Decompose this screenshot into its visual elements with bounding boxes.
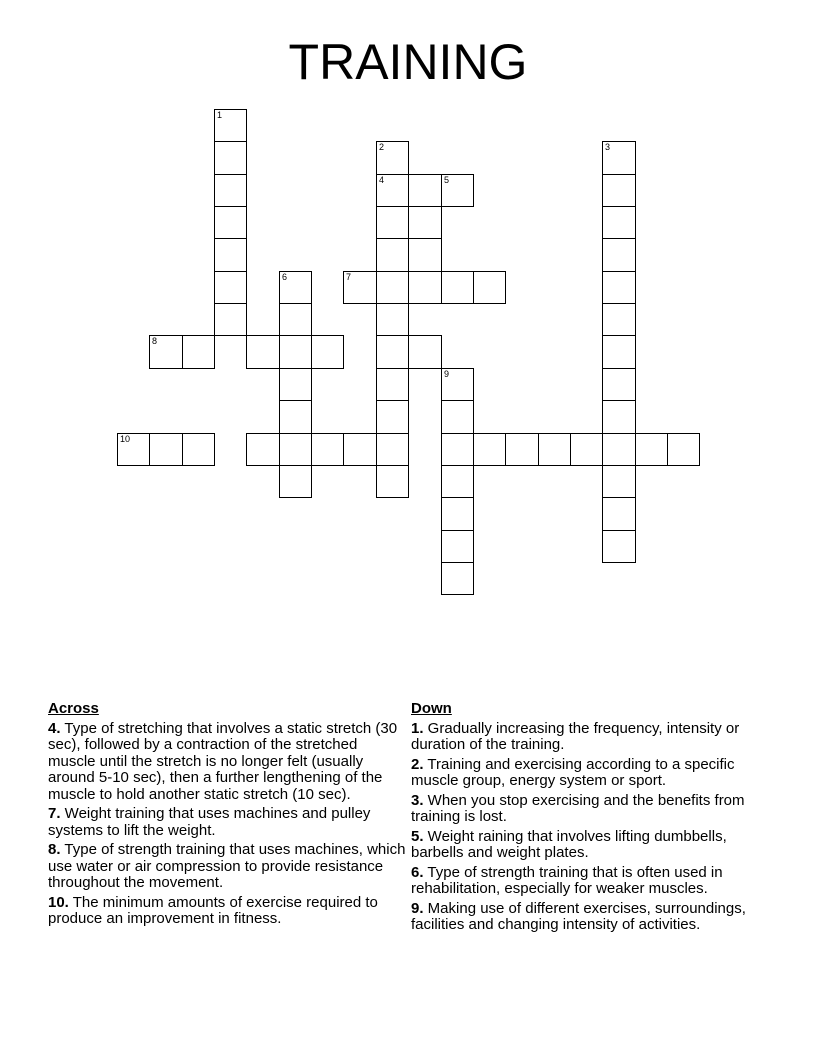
clue-label: 10. [48,893,69,911]
grid-cell[interactable] [279,400,312,434]
grid-cell[interactable] [214,109,247,142]
clue-number: 3 [605,142,611,152]
grid-cell[interactable] [149,335,183,369]
down-clues [411,701,776,937]
grid-cell[interactable] [376,465,409,498]
grid-cell[interactable] [279,335,312,369]
grid-cell[interactable] [376,400,409,434]
grid-cell[interactable] [246,335,280,369]
grid-cell[interactable] [441,530,474,563]
grid-cell[interactable] [441,433,474,466]
clue-text: Type of strength training that uses machines, which use water or air compression to provide resistance throughout the movement. [48,841,406,891]
grid-cell[interactable] [343,433,377,466]
grid-cell[interactable] [214,271,247,304]
grid-cell[interactable] [538,433,571,466]
grid-cell[interactable] [441,174,474,207]
clue-number: 4 [379,175,385,185]
clue-label: 6. [411,863,424,881]
grid-cell[interactable] [635,433,668,466]
grid-cell[interactable] [441,562,474,595]
clue-text: Type of strength training that is often used in rehabilitation, especially for weaker muscles. [411,863,723,897]
grid-cell[interactable] [602,303,636,336]
grid-cell[interactable] [602,400,636,434]
down-clue [411,865,776,898]
clue-label: 3. [411,791,424,809]
grid-cell[interactable] [214,174,247,207]
clue-label: 7. [48,805,61,822]
clue-text: Weight training that uses machines and pulley systems to lift the weight. [48,805,371,839]
across-clue [48,806,408,839]
clue-number: 1 [217,110,223,120]
clue-number: 8 [152,336,158,346]
grid-cell[interactable] [408,335,442,369]
clue-text: Weight raining that involves lifting dumbbells, barbells and weight plates. [411,827,727,861]
grid-cell[interactable] [376,368,409,401]
grid-cell[interactable] [279,303,312,336]
grid-cell[interactable] [602,335,636,369]
down-clue [411,901,776,934]
grid-cell[interactable] [376,271,409,304]
down-clue [411,793,776,826]
grid-cell[interactable] [602,368,636,401]
clue-label: 2. [411,755,424,773]
grid-cell[interactable] [602,141,636,175]
down-clue [411,757,776,790]
across-clue-list [48,721,408,928]
grid-cell[interactable] [182,335,215,369]
grid-cell[interactable] [408,206,442,239]
page-title: TRAINING [288,34,528,90]
grid-cell[interactable] [376,335,409,369]
clue-number: 2 [379,142,385,152]
grid-cell[interactable] [279,271,312,304]
grid-cell[interactable] [376,303,409,336]
grid-cell[interactable] [279,433,312,466]
clue-label: 8. [48,841,61,858]
grid-cell[interactable] [376,433,409,466]
clue-label: 5. [411,827,424,845]
grid-cell[interactable] [408,238,442,272]
grid-cell[interactable] [570,433,603,466]
grid-cell[interactable] [602,530,636,563]
grid-cell[interactable] [441,400,474,434]
grid-cell[interactable] [602,271,636,304]
grid-cell[interactable] [214,141,247,175]
grid-cell[interactable] [246,433,280,466]
grid-cell[interactable] [149,433,183,466]
grid-cell[interactable] [602,238,636,272]
clue-number: 10 [120,434,131,444]
grid-cell[interactable] [376,174,409,207]
clue-text: Training and exercising according to a specific muscle group, energy system or sport. [411,755,735,789]
grid-cell[interactable] [441,465,474,498]
grid-cell[interactable] [343,271,377,304]
grid-cell[interactable] [441,368,474,401]
grid-cell[interactable] [408,174,442,207]
clue-label: 1. [411,719,424,737]
clue-text: When you stop exercising and the benefits from training is lost. [411,791,745,825]
grid-cell[interactable] [279,368,312,401]
across-clues [48,701,408,931]
grid-cell[interactable] [214,206,247,239]
grid-cell[interactable] [214,303,247,336]
grid-cell[interactable] [376,238,409,272]
down-clue-list [411,721,776,934]
grid-cell[interactable] [473,433,506,466]
grid-cell[interactable] [279,465,312,498]
grid-cell[interactable] [602,465,636,498]
down-clue [411,829,776,862]
grid-cell[interactable] [441,497,474,531]
grid-cell[interactable] [117,433,150,466]
clue-number: 9 [444,369,450,379]
across-clue [48,721,408,804]
grid-cell[interactable] [182,433,215,466]
grid-cell[interactable] [214,238,247,272]
grid-cell[interactable] [505,433,539,466]
grid-cell[interactable] [376,206,409,239]
across-clue [48,895,408,928]
grid-cell[interactable] [311,433,344,466]
across-heading: Across [48,700,99,717]
grid-cell[interactable] [441,271,474,304]
clue-number: 7 [346,272,352,282]
grid-cell[interactable] [602,174,636,207]
clue-label: 4. [48,719,61,737]
clue-text: Type of stretching that involves a static stretch (30 sec), followed by a contraction of the stretched muscle until the stretch is no longer felt (usually around 5-10 sec), then a further lengthening of the muscle to hold another static stretch (10 sec). [48,719,398,803]
clue-text: Making use of different exercises, surroundings, facilities and changing intensity of activities. [411,899,746,933]
down-heading: Down [411,700,452,717]
clue-text: Gradually increasing the frequency, intensity or duration of the training. [411,719,740,753]
clue-number: 6 [282,272,288,282]
grid-cell[interactable] [473,271,506,304]
grid-cell[interactable] [408,271,442,304]
grid-cell[interactable] [602,433,636,466]
grid-cell[interactable] [311,335,344,369]
grid-cell[interactable] [376,141,409,175]
grid-cell[interactable] [602,206,636,239]
clue-label: 9. [411,899,424,917]
down-clue [411,721,776,754]
clue-number: 5 [444,175,450,185]
grid-cell[interactable] [667,433,700,466]
clue-text: The minimum amounts of exercise required to produce an improvement in fitness. [48,893,378,927]
across-clue [48,842,408,892]
grid-cell[interactable] [602,497,636,531]
